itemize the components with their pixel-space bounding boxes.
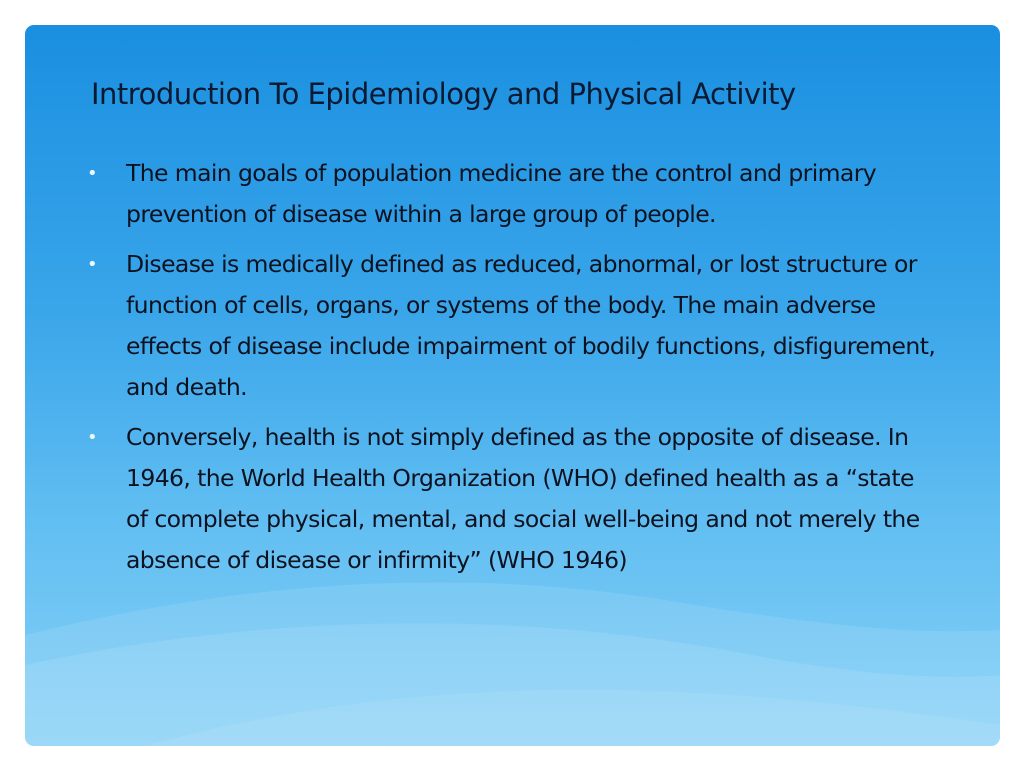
bullet-item bbox=[87, 153, 937, 235]
bullet-dot-icon: • bbox=[87, 427, 98, 448]
slide-background-panel bbox=[25, 25, 1000, 746]
bullet-dot-icon: • bbox=[87, 254, 98, 275]
bullet-item bbox=[87, 244, 937, 408]
bullet-text: Disease is medically defined as reduced, abnormal, or lost structure or function of cells, organs, or systems of the body. The main adverse effects of disease include impairment of bodily functions, disfigurement, and death. bbox=[126, 250, 936, 401]
bullet-text: The main goals of population medicine are the control and primary prevention of disease within a large group of people. bbox=[126, 159, 877, 228]
bullet-list bbox=[87, 153, 937, 590]
bullet-dot-icon: • bbox=[87, 163, 98, 184]
bullet-item bbox=[87, 417, 937, 581]
bullet-text: Conversely, health is not simply defined as the opposite of disease. In 1946, the World Health Organization (WHO) defined health as a “state of complete physical, mental, and social well-being and not merely the absence of disease or infirmity” (WHO 1946) bbox=[126, 423, 920, 574]
slide-title: Introduction To Epidemiology and Physical Activity bbox=[91, 77, 796, 111]
